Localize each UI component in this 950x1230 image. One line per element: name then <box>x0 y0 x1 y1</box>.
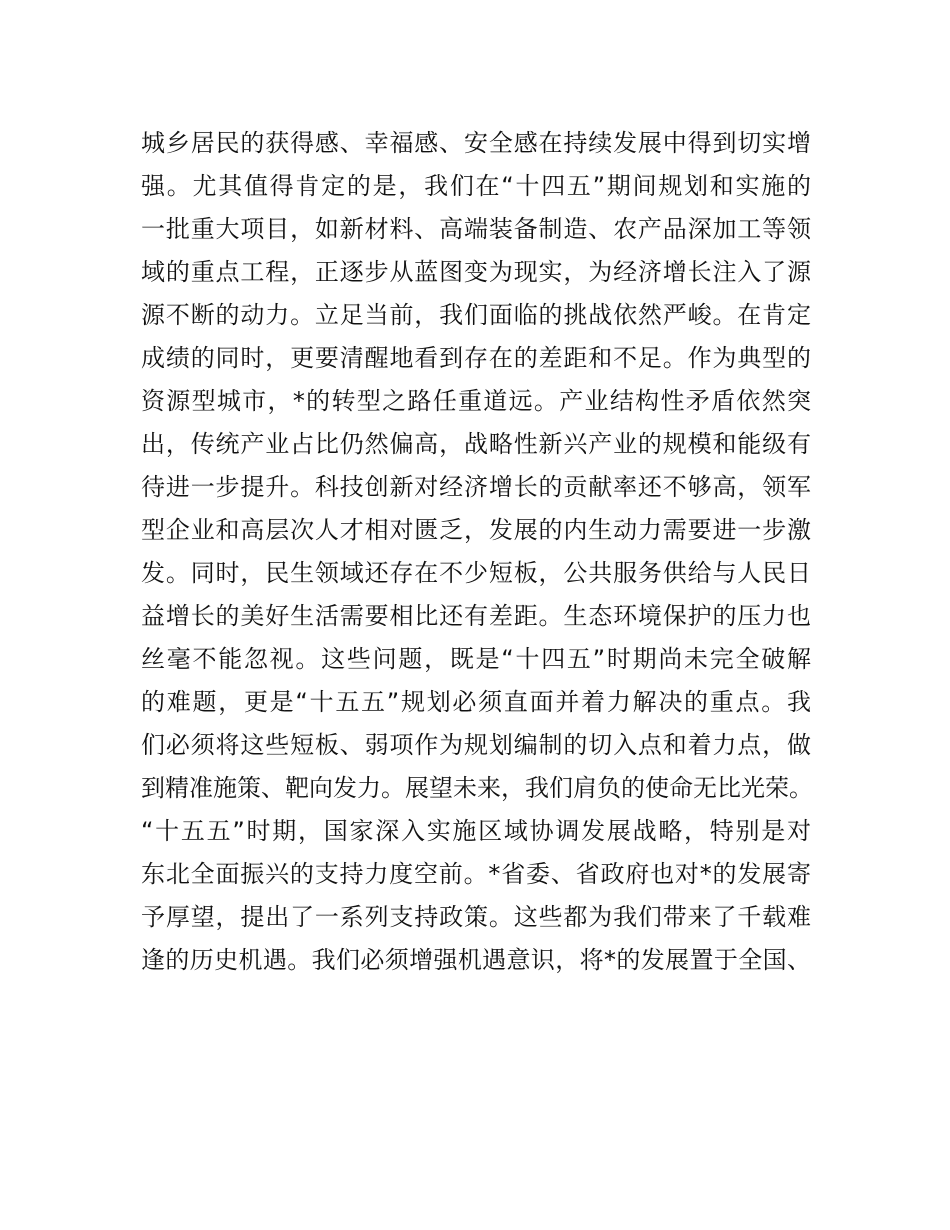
text-line: 资源型城市，*的转型之路任重道远。产业结构性矛盾依然突 <box>141 387 811 415</box>
text-line: 强。尤其值得肯定的是，我们在“十四五”期间规划和实施的 <box>141 172 811 200</box>
text-line: 予厚望，提出了一系列支持政策。这些都为我们带来了千载难 <box>141 903 811 931</box>
text-line: 逢的历史机遇。我们必须增强机遇意识，将*的发展置于全国、 <box>141 946 811 974</box>
text-line: “十五五”时期，国家深入实施区域协调发展战略，特别是对 <box>141 817 811 845</box>
text-line: 成绩的同时，更要清醒地看到存在的差距和不足。作为典型的 <box>141 344 811 372</box>
text-line: 型企业和高层次人才相对匮乏，发展的内生动力需要进一步激 <box>141 516 811 544</box>
text-line: 丝毫不能忽视。这些问题，既是“十四五”时期尚未完全破解 <box>141 645 811 673</box>
body-paragraph <box>141 122 811 982</box>
text-line: 一批重大项目，如新材料、高端装备制造、农产品深加工等领 <box>141 215 811 243</box>
text-line: 发。同时，民生领域还存在不少短板，公共服务供给与人民日 <box>141 559 811 587</box>
text-line: 们必须将这些短板、弱项作为规划编制的切入点和着力点，做 <box>141 731 811 759</box>
text-line: 待进一步提升。科技创新对经济增长的贡献率还不够高，领军 <box>141 473 811 501</box>
text-line: 益增长的美好生活需要相比还有差距。生态环境保护的压力也 <box>141 602 811 630</box>
text-line: 源不断的动力。立足当前，我们面临的挑战依然严峻。在肯定 <box>141 301 811 329</box>
text-line: 的难题，更是“十五五”规划必须直面并着力解决的重点。我 <box>141 688 811 716</box>
text-line: 域的重点工程，正逐步从蓝图变为现实，为经济增长注入了源 <box>141 258 811 286</box>
text-line: 出，传统产业占比仍然偏高，战略性新兴产业的规模和能级有 <box>141 430 811 458</box>
text-line: 到精准施策、靶向发力。展望未来，我们肩负的使命无比光荣。 <box>141 774 813 802</box>
text-line: 城乡居民的获得感、幸福感、安全感在持续发展中得到切实增 <box>141 129 811 157</box>
text-line: 东北全面振兴的支持力度空前。*省委、省政府也对*的发展寄 <box>141 860 811 888</box>
